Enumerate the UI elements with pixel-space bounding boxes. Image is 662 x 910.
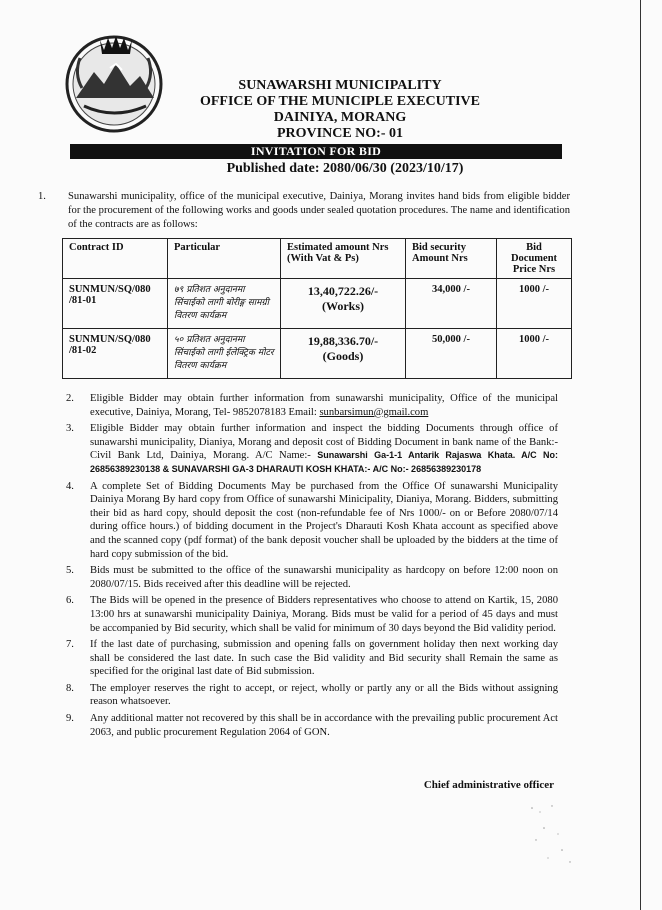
contract-id-cell: SUNMUN/SQ/080 /81-02 [63,329,168,379]
scan-specks [522,800,582,870]
header-document-price: Bid Document Price Nrs [497,239,572,279]
particular-cell: ७९ प्रतिशत अनुदानमा सिंचाईको लागी बोरीङ्ग सामग्री वितरण कार्यक्रम [168,279,281,329]
item-text: The Bids will be opened in the presence of Bidders representatives who choose to attend on Kartik, 15, 2080 13:00 hrs at sunawarshi municipality Dainiya, Morang. Bids must be valid for a period of 45 days and must be accompanied by Bid security, which shall be valid for minimum of 30 days beyond the Bid validity period. [90,595,558,634]
header-estimated-amount: Estimated amount Nrs (With Vat & Ps) [281,239,406,279]
document-price-cell: 1000 /- [497,279,572,329]
invitation-banner: INVITATION FOR BID [70,144,562,159]
table-row [63,329,572,379]
item-number: 7. [66,639,74,651]
item-text: A complete Set of Bidding Documents May be purchased from the Office Of sunawarshi Municipality Dainiya Morang By hard copy from Office of sunawarshi Minicipality, Dianiya, Morang. Bidders, submitting their bid as hard copy, should deposit the cost (non-refundable fee of Nrs 1000/- on or Before 2080/07/14 during office hours.) of bidding document in the Project's Dharauti Kosh Khata account as specified above and the scanned copy (pdf format) of the bank deposit voucher shall be uploaded by the bidders at the time of hard copy submission of the bid. [90,480,558,560]
instructions-list [66,392,558,742]
amount-value: 13,40,722.26/- [307,284,379,298]
contracts-table [62,238,572,379]
table-header-row [63,239,572,279]
item-text: Eligible Bidder may obtain further information from sunawarshi municipality, Office of the municipal executive, Dainiya, Morang, Tel- 9852078183 Email: [90,393,558,418]
amount-type: (Goods) [322,349,364,363]
item-text: Any additional matter not recovered by this shall be in accordance with the prevailing public procurement Act 2063, and public procurement Regulation 2064 of GON. [90,713,558,738]
item-number: 9. [66,713,74,725]
header-contract-id: Contract ID [63,239,168,279]
security-cell: 50,000 /- [406,329,497,379]
municipality-name: SUNAWARSHI MUNICIPALITY [238,78,442,93]
published-date: Published date: 2080/06/30 (2023/10/17) [226,161,464,176]
item-number: 8. [66,682,74,694]
item-number: 3. [66,423,74,435]
office-address: DAINIYA, MORANG [273,110,407,125]
header-particular: Particular [168,239,281,279]
amount-type: (Works) [322,299,364,313]
header-bid-security: Bid security Amount Nrs [406,239,497,279]
list-item [66,480,558,562]
list-item [66,392,558,419]
item-text: Bids must be submitted to the office of the sunawarshi municipality as hardcopy on before 12:00 noon on 2080/07/15. Bids received after this deadline will be rejected. [90,565,558,590]
item-number: 6. [66,595,74,607]
list-item [66,564,558,591]
list-item [66,638,558,679]
item-text: Eligible Bidder may obtain further information and inspect the bidding Documents through office of sunawarshi municipality, Dianiya, Morang and deposit cost of Bidding Document in bank name of the Bank:- Civil Bank Ltd, Dainiya, Morang. A/C Name:- [90,423,558,462]
intro-paragraph [38,190,570,232]
office-name: OFFICE OF THE MUNICIPLE EXECUTIVE [199,94,481,109]
list-item [66,594,558,635]
intro-number: 1. [38,191,46,202]
security-cell: 34,000 /- [406,279,497,329]
amount-cell [281,329,406,379]
list-item [66,712,558,739]
right-edge-line [640,0,641,910]
list-item [66,422,558,476]
particular-cell: ५० प्रतिशत अनुदानमा सिंचाईको लागी ईलेक्ट्रिक मोटर वितरण कार्यक्रम [168,329,281,379]
item-number: 4. [66,480,74,492]
table-row [63,279,572,329]
item-text: If the last date of purchasing, submission and opening falls on government holiday then next working day shall be considered the last date. In such case the Bid validity and Bid security shall Remain the same as specified for the original last date of Bid submission. [90,639,558,678]
contract-id-cell: SUNMUN/SQ/080 /81-01 [63,279,168,329]
intro-text: Sunawarshi municipality, office of the municipal executive, Dainiya, Morang invites hand bids from eligible bidder for the procurement of the following works and goods under sealed quotation procedures. The name and identification of the contracts are as follows: [68,191,570,230]
bank-account-details: Sunawarshi Ga-1-1 Antarik Rajaswa Khata. A/C No: 26856389230138 & SUNAVARSHI GA-3 DHARAUTI KOSH KHATA:- A/C No:- 26856389230178 [90,450,558,474]
amount-cell [281,279,406,329]
signoff-title: Chief administrative officer [423,779,554,791]
item-number: 2. [66,393,74,404]
document-price-cell: 1000 /- [497,329,572,379]
email-link[interactable]: sunbarsimun@gmail.com [319,406,429,418]
item-text: The employer reserves the right to accept, or reject, wholly or partly any or all the Bids without assigning reason whatsoever. [90,682,558,708]
item-number: 5. [66,565,74,577]
province-number: PROVINCE NO:- 01 [277,126,403,141]
amount-value: 19,88,336.70/- [307,334,379,348]
list-item [66,682,558,709]
